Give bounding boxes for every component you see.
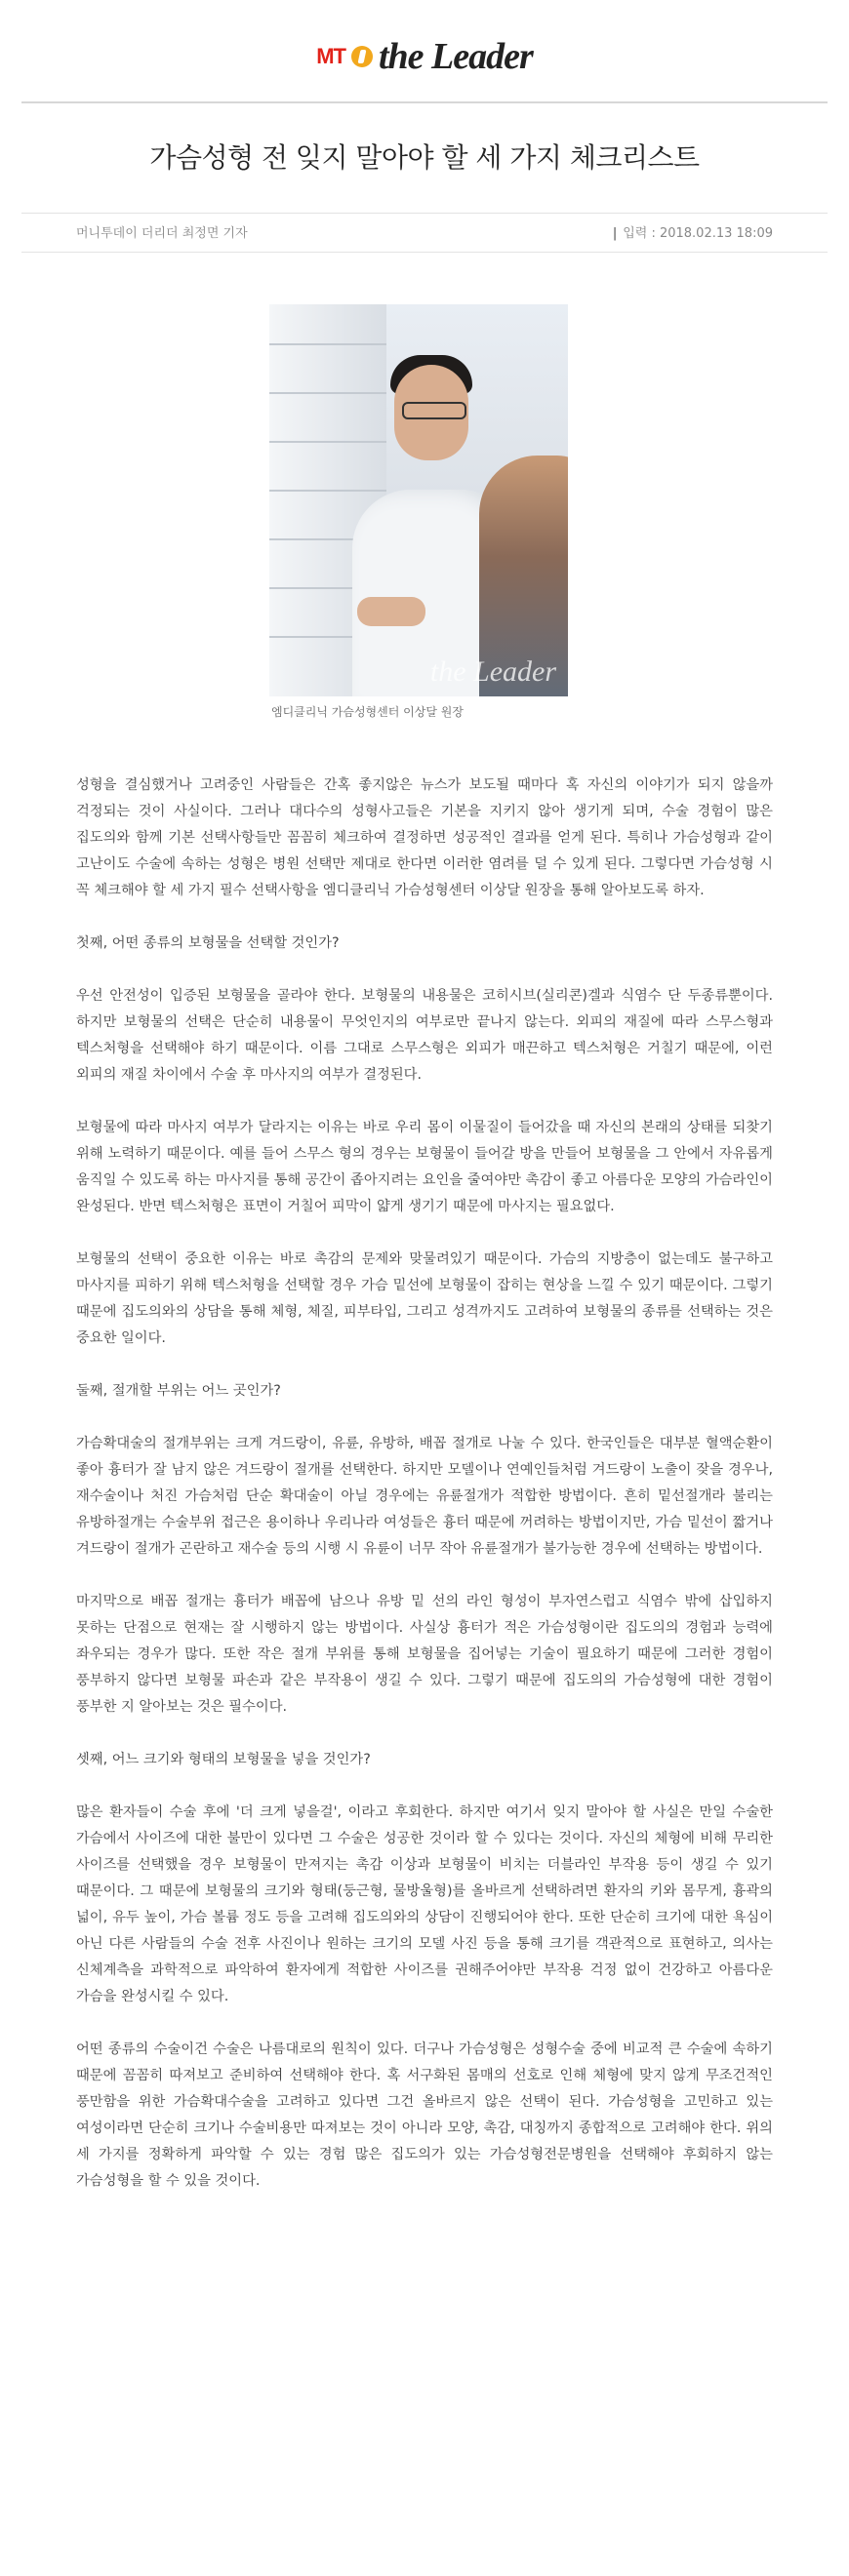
body-paragraph: 마지막으로 배꼽 절개는 흉터가 배꼽에 남으나 유방 밑 선의 라인 형성이 부자연스럽고 식염수 밖에 삽입하지 못하는 단점으로 현재는 잘 시행하지 않는 방법이다. 사실상 흉터가 적은 가슴성형이란 집도의의 경험과 능력에 좌우되는 경우가 많다. 또한 작은 절개 부위를 통해 보형물을 집어넣는 기술이 필요하기 때문에 그러한 경험이 풍부하지 않다면 보형물 파손과 같은 부작용이 생길 수 있다. 그렇기 때문에 집도의의 가슴성형에 대한 경험이 풍부한 지 알아보는 것은 필수이다. <box>76 1594 773 1715</box>
body-paragraph: 보형물의 선택이 중요한 이유는 바로 촉감의 문제와 맞물려있기 때문이다. 가슴의 지방층이 없는데도 불구하고 마사지를 피하기 위해 텍스처형을 선택할 경우 가슴 밑선에 보형물이 잡히는 현상을 느낄 수 있기 때문이다. 그렇기 때문에 집도의와의 상담을 통해 체형, 체질, 피부타입, 그리고 성격까지도 고려하여 보형물의 종류를 선택하는 것은 중요한 일이다. <box>76 1251 773 1346</box>
section-heading: 셋째, 어느 크기와 형태의 보형물을 넣을 것인가? <box>76 1752 371 1767</box>
article-date <box>613 222 773 241</box>
body-paragraph: 성형을 결심했거나 고려중인 사람들은 간혹 좋지않은 뉴스가 보도될 때마다 혹 자신의 이야기가 되지 않을까 걱정되는 것이 사실이다. 그러나 대다수의 성형사고들은 기본을 지키지 않아 생기게 되며, 수술 경험이 많은 집도의와 함께 기본 선택사항들만 꼼꼼히 체크하여 결정하면 성공적인 결과를 얻게 된다. 특히나 가슴성형과 같이 고난이도 수술에 속하는 성형은 병원 선택만 제대로 한다면 이러한 염려를 덜 수 있게 된다. 그렇다면 가슴성형 시 꼭 체크해야 할 세 가지 필수 선택사항을 엠디클리닉 가슴성형센터 이상달 원장을 통해 알아보도록 하자. <box>76 777 773 898</box>
masthead <box>0 29 849 88</box>
body-paragraph: 우선 안전성이 입증된 보형물을 골라야 한다. 보형물의 내용물은 코히시브(실리콘)겔과 식염수 단 두종류뿐이다. 하지만 보형물의 선택은 단순히 내용물이 무엇인지의 여부로만 끝나지 않는다. 외피의 재질에 따라 스무스형과 텍스처형을 선택해야 하기 때문이다. 이름 그대로 스무스형은 외피가 매끈하고 텍스처형은 거칠기 때문에, 이런 외피의 재질 차이에서 수술 후 마사지의 여부가 결정된다. <box>76 988 773 1083</box>
photo-doctor-hand <box>357 597 425 626</box>
section-heading: 첫째, 어떤 종류의 보형물을 선택할 것인가? <box>76 935 340 951</box>
logo-o-icon <box>351 46 373 67</box>
title-divider <box>21 213 828 214</box>
article-body <box>76 773 773 2221</box>
photo-caption: 엠디클리닉 가슴성형센터 이상달 원장 <box>271 705 464 719</box>
byline-divider <box>21 252 828 253</box>
article-date-text: 입력 : 2018.02.13 18:09 <box>623 226 773 241</box>
body-paragraph: 보형물에 따라 마사지 여부가 달라지는 이유는 바로 우리 몸이 이물질이 들어갔을 때 자신의 본래의 상태를 되찾기 위해 노력하기 때문이다. 예를 들어 스무스 형의 경우는 보형물이 들어갈 방을 만들어 보형물을 그 안에서 자유롭게 움직일 수 있도록 하는 마사지를 통해 공간이 좁아지려는 요인을 줄여야만 촉감이 좋고 아름다운 모양의 가슴라인이 완성된다. 반면 텍스처형은 표면이 거칠어 피막이 얇게 생기기 때문에 마사지는 필요없다. <box>76 1120 773 1214</box>
date-separator: | <box>612 226 618 241</box>
body-paragraph: 어떤 종류의 수술이건 수술은 나름대로의 원칙이 있다. 더구나 가슴성형은 성형수술 중에 비교적 큰 수술에 속하기 때문에 꼼꼼히 따져보고 준비하여 선택해야 한다. 혹 서구화된 몸매의 선호로 인해 체형에 맞지 않게 무조건적인 풍만함을 위한 가슴확대수술을 고려하고 있다면 그건 올바르지 않은 선택이 된다. 가슴성형을 고민하고 있는 여성이라면 단순히 크기나 수술비용만 따져보는 것이 아니라 모양, 촉감, 대칭까지 종합적으로 고려해야 한다. 위의 세 가지를 정확하게 파악할 수 있는 경험 많은 집도의가 있는 가슴성형전문병원을 선택해야 후회하지 않는 가슴성형을 할 수 있을 것이다. <box>76 2041 773 2189</box>
article-photo <box>269 304 568 696</box>
body-paragraph: 많은 환자들이 수술 후에 '더 크게 넣을걸', 이라고 후회한다. 하지만 여기서 잊지 말아야 할 사실은 만일 수술한 가슴에서 사이즈에 대한 불만이 있다면 그 수술은 성공한 것이라 할 수 있다는 것이다. 자신의 체형에 비해 무리한 사이즈를 선택했을 경우 보형물이 만져지는 촉감 이상과 보형물이 비치는 더블라인 부작용 등이 생길 수 있기 때문이다. 그 때문에 보형물의 크기와 형태(둥근형, 물방울형)를 올바르게 선택하려면 환자의 키와 몸무게, 흉곽의 넓이, 유두 높이, 가슴 볼륨 정도 등을 고려해 집도의와의 상담이 진행되어야 한다. 또한 단순히 크기에 대한 욕심이 아닌 다른 사람들의 수술 전후 사진이나 원하는 크기의 모델 사진 등을 통해 크기를 객관적으로 표현하고, 의사는 신체계측을 과학적으로 파악하여 환자에게 적합한 사이즈를 권해주어야만 부작용 걱정 없이 건강하고 아름다운 가슴을 완성시킬 수 있다. <box>76 1804 773 2004</box>
site-logo[interactable] <box>316 35 533 78</box>
masthead-divider <box>21 101 828 103</box>
article-title: 가슴성형 전 잊지 말아야 할 세 가지 체크리스트 <box>149 141 700 174</box>
body-paragraph: 가슴확대술의 절개부위는 크게 겨드랑이, 유륜, 유방하, 배꼽 절개로 나눌 수 있다. 한국인들은 대부분 혈액순환이 좋아 흉터가 잘 남지 않은 겨드랑이 절개를 선택한다. 하지만 모델이나 연예인들처럼 겨드랑이 노출이 잦을 경우나, 재수술이나 처진 가슴처럼 단순 확대술이 아닐 경우에는 유륜절개가 적합한 방법이다. 흔히 밑선절개라 불리는 유방하절개는 수술부위 접근은 용이하나 우리나라 여성들은 흉터 때문에 꺼려하는 방법이지만, 가슴 밑선이 짧거나 겨드랑이 절개가 곤란하고 재수술 등의 시행 시 유륜이 너무 작아 유륜절개가 불가능한 경우에 선택하는 방법이다. <box>76 1436 773 1557</box>
photo-doctor-glasses <box>402 402 466 419</box>
photo-watermark: the Leader <box>429 655 556 688</box>
section-heading: 둘째, 절개할 부위는 어느 곳인가? <box>76 1383 281 1399</box>
logo-mt-text: MT <box>316 44 345 68</box>
logo-leader-text: the Leader <box>378 36 533 77</box>
article-byline: 머니투데이 더리더 최정면 기자 <box>76 226 248 241</box>
